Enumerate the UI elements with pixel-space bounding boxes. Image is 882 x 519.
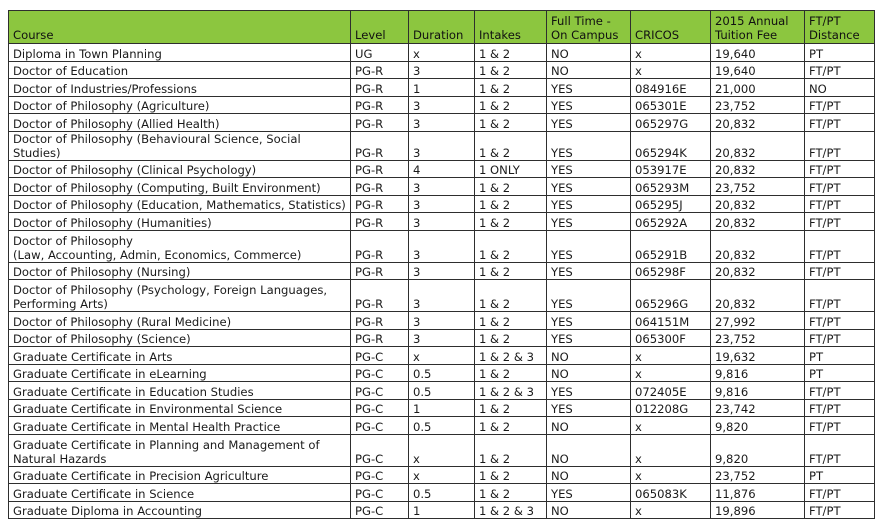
header-ftpt-distance: FT/PT Distance [805,11,875,44]
cell-cricos: x [631,364,711,382]
cell-level: PG-R [351,195,409,213]
cell-full-time: YES [547,399,631,417]
cell-cricos: 065292A [631,213,711,231]
cell-duration: x [409,44,475,62]
cell-cricos: x [631,434,711,466]
header-level: Level [351,11,409,44]
cell-full-time: NO [547,44,631,62]
table-row [9,114,875,132]
table-row [9,312,875,330]
cell-course: Doctor of Philosophy (Education, Mathematics, Statistics) [9,195,351,213]
cell-course: Graduate Certificate in Mental Health Practice [9,417,351,435]
cell-duration: 0.5 [409,364,475,382]
cell-course: Diploma in Town Planning [9,44,351,62]
cell-course: Doctor of Philosophy (Humanities) [9,213,351,231]
cell-duration: 3 [409,262,475,280]
header-course: Course [9,11,351,44]
table-header [9,11,875,44]
cell-cricos: 065083K [631,484,711,502]
cell-ftpt-distance: NO [805,79,875,97]
table-row [9,96,875,114]
cell-cricos: 065296G [631,280,711,312]
cell-level: PG-R [351,280,409,312]
table-row [9,484,875,502]
cell-cricos: x [631,466,711,484]
cell-duration: 3 [409,131,475,160]
cell-level: PG-C [351,417,409,435]
table-row [9,399,875,417]
cell-full-time: YES [547,312,631,330]
cell-cricos: 065297G [631,114,711,132]
cell-ftpt-distance: PT [805,44,875,62]
table-row [9,382,875,400]
cell-full-time: YES [547,382,631,400]
cell-level: UG [351,44,409,62]
cell-level: PG-C [351,347,409,365]
cell-tuition-fee: 9,820 [711,417,805,435]
cell-cricos: x [631,61,711,79]
cell-intakes: 1 & 2 [475,61,547,79]
cell-tuition-fee: 9,816 [711,364,805,382]
cell-course: Doctor of Philosophy (Rural Medicine) [9,312,351,330]
cell-ftpt-distance: FT/PT [805,280,875,312]
cell-duration: 0.5 [409,417,475,435]
cell-ftpt-distance: PT [805,466,875,484]
cell-course: Graduate Diploma in Accounting [9,501,351,519]
cell-intakes: 1 & 2 [475,213,547,231]
cell-intakes: 1 & 2 [475,312,547,330]
cell-cricos: 064151M [631,312,711,330]
cell-full-time: NO [547,364,631,382]
cell-intakes: 1 & 2 [475,262,547,280]
table-row [9,501,875,519]
cell-tuition-fee: 23,742 [711,399,805,417]
cell-intakes: 1 & 2 [475,484,547,502]
cell-tuition-fee: 20,832 [711,131,805,160]
cell-tuition-fee: 9,816 [711,382,805,400]
cell-full-time: YES [547,195,631,213]
cell-course: Doctor of Philosophy (Computing, Built Environment) [9,178,351,196]
table-row [9,44,875,62]
table-body [9,44,875,519]
cell-cricos: 065294K [631,131,711,160]
cell-intakes: 1 & 2 [475,329,547,347]
cell-intakes: 1 & 2 [475,114,547,132]
cell-tuition-fee: 23,752 [711,466,805,484]
cell-ftpt-distance: FT/PT [805,382,875,400]
cell-tuition-fee: 20,832 [711,280,805,312]
cell-full-time: YES [547,329,631,347]
cell-tuition-fee: 20,832 [711,262,805,280]
cell-cricos: 065293M [631,178,711,196]
cell-intakes: 1 & 2 [475,466,547,484]
cell-intakes: 1 & 2 [475,434,547,466]
cell-cricos: 065291B [631,230,711,262]
cell-level: PG-R [351,114,409,132]
cell-full-time: YES [547,114,631,132]
cell-cricos: x [631,44,711,62]
cell-duration: x [409,434,475,466]
header-duration: Duration [409,11,475,44]
cell-ftpt-distance: FT/PT [805,195,875,213]
cell-full-time: NO [547,466,631,484]
cell-full-time: YES [547,131,631,160]
cell-level: PG-R [351,213,409,231]
cell-duration: 3 [409,280,475,312]
cell-ftpt-distance: FT/PT [805,399,875,417]
cell-intakes: 1 & 2 & 3 [475,347,547,365]
cell-duration: 3 [409,178,475,196]
cell-level: PG-C [351,364,409,382]
table-row [9,262,875,280]
cell-full-time: NO [547,347,631,365]
cell-level: PG-R [351,329,409,347]
table-row [9,417,875,435]
cell-duration: 4 [409,160,475,178]
cell-intakes: 1 & 2 [475,131,547,160]
cell-level: PG-R [351,178,409,196]
cell-course: Doctor of Philosophy (Law, Accounting, Admin, Economics, Commerce) [9,230,351,262]
course-fees-table [8,10,875,519]
cell-course: Doctor of Industries/Professions [9,79,351,97]
table-row [9,434,875,466]
cell-ftpt-distance: FT/PT [805,262,875,280]
cell-duration: 0.5 [409,382,475,400]
cell-ftpt-distance: FT/PT [805,96,875,114]
cell-cricos: 053917E [631,160,711,178]
cell-cricos: 072405E [631,382,711,400]
cell-ftpt-distance: FT/PT [805,329,875,347]
cell-tuition-fee: 27,992 [711,312,805,330]
cell-course: Graduate Certificate in Science [9,484,351,502]
table-row [9,347,875,365]
table-row [9,329,875,347]
cell-ftpt-distance: FT/PT [805,160,875,178]
cell-ftpt-distance: FT/PT [805,417,875,435]
table-row [9,195,875,213]
cell-level: PG-R [351,262,409,280]
table-row [9,61,875,79]
cell-level: PG-R [351,131,409,160]
cell-full-time: NO [547,501,631,519]
cell-duration: 3 [409,195,475,213]
cell-tuition-fee: 19,640 [711,61,805,79]
cell-course: Graduate Certificate in Education Studies [9,382,351,400]
cell-level: PG-R [351,160,409,178]
table-row [9,213,875,231]
cell-level: PG-C [351,501,409,519]
cell-duration: 3 [409,329,475,347]
cell-course: Doctor of Philosophy (Science) [9,329,351,347]
cell-course: Doctor of Philosophy (Nursing) [9,262,351,280]
cell-tuition-fee: 19,632 [711,347,805,365]
cell-level: PG-R [351,79,409,97]
cell-full-time: YES [547,213,631,231]
cell-cricos: 065301E [631,96,711,114]
cell-full-time: YES [547,160,631,178]
cell-course: Doctor of Philosophy (Agriculture) [9,96,351,114]
cell-ftpt-distance: FT/PT [805,501,875,519]
table-row [9,230,875,262]
cell-tuition-fee: 20,832 [711,160,805,178]
cell-full-time: YES [547,484,631,502]
cell-tuition-fee: 19,896 [711,501,805,519]
cell-ftpt-distance: FT/PT [805,484,875,502]
cell-course: Graduate Certificate in Planning and Management of Natural Hazards [9,434,351,466]
cell-ftpt-distance: FT/PT [805,114,875,132]
cell-duration: 3 [409,213,475,231]
cell-intakes: 1 & 2 [475,280,547,312]
cell-ftpt-distance: FT/PT [805,230,875,262]
cell-full-time: YES [547,96,631,114]
cell-full-time: NO [547,417,631,435]
cell-ftpt-distance: FT/PT [805,213,875,231]
cell-cricos: x [631,501,711,519]
cell-ftpt-distance: FT/PT [805,312,875,330]
cell-intakes: 1 & 2 [475,417,547,435]
header-intakes: Intakes [475,11,547,44]
cell-intakes: 1 & 2 [475,79,547,97]
cell-ftpt-distance: PT [805,347,875,365]
cell-duration: x [409,347,475,365]
cell-level: PG-R [351,61,409,79]
header-tuition-fee: 2015 Annual Tuition Fee [711,11,805,44]
cell-cricos: 084916E [631,79,711,97]
cell-full-time: YES [547,178,631,196]
cell-tuition-fee: 21,000 [711,79,805,97]
cell-cricos: 065298F [631,262,711,280]
cell-cricos: 065300F [631,329,711,347]
cell-level: PG-C [351,466,409,484]
table-row [9,160,875,178]
cell-intakes: 1 & 2 [475,364,547,382]
cell-intakes: 1 ONLY [475,160,547,178]
cell-course: Doctor of Philosophy (Clinical Psychology) [9,160,351,178]
cell-full-time: NO [547,61,631,79]
cell-cricos: 065295J [631,195,711,213]
cell-level: PG-R [351,312,409,330]
cell-tuition-fee: 19,640 [711,44,805,62]
header-cricos: CRICOS [631,11,711,44]
cell-duration: 3 [409,61,475,79]
cell-ftpt-distance: FT/PT [805,178,875,196]
cell-course: Graduate Certificate in Environmental Science [9,399,351,417]
cell-course: Doctor of Education [9,61,351,79]
cell-tuition-fee: 20,832 [711,114,805,132]
cell-duration: 3 [409,96,475,114]
cell-duration: 1 [409,399,475,417]
cell-intakes: 1 & 2 [475,399,547,417]
cell-duration: 3 [409,114,475,132]
cell-cricos: x [631,417,711,435]
cell-full-time: YES [547,230,631,262]
cell-intakes: 1 & 2 [475,178,547,196]
cell-duration: x [409,466,475,484]
cell-intakes: 1 & 2 [475,195,547,213]
cell-ftpt-distance: FT/PT [805,61,875,79]
table-row [9,79,875,97]
cell-course: Graduate Certificate in Arts [9,347,351,365]
table-row [9,364,875,382]
cell-intakes: 1 & 2 [475,44,547,62]
cell-intakes: 1 & 2 & 3 [475,501,547,519]
cell-duration: 1 [409,501,475,519]
cell-intakes: 1 & 2 [475,230,547,262]
table-row [9,131,875,160]
cell-tuition-fee: 9,820 [711,434,805,466]
cell-tuition-fee: 23,752 [711,178,805,196]
cell-course: Graduate Certificate in eLearning [9,364,351,382]
header-full-time-on-campus: Full Time - On Campus [547,11,631,44]
cell-course: Doctor of Philosophy (Behavioural Science, Social Studies) [9,131,351,160]
cell-ftpt-distance: FT/PT [805,434,875,466]
cell-level: PG-C [351,382,409,400]
cell-full-time: YES [547,79,631,97]
header-row [9,11,875,44]
cell-intakes: 1 & 2 [475,96,547,114]
cell-tuition-fee: 23,752 [711,329,805,347]
cell-level: PG-C [351,434,409,466]
cell-course: Doctor of Philosophy (Psychology, Foreign Languages, Performing Arts) [9,280,351,312]
course-table-container [8,10,874,519]
cell-tuition-fee: 11,876 [711,484,805,502]
cell-full-time: NO [547,434,631,466]
cell-duration: 3 [409,230,475,262]
cell-course: Graduate Certificate in Precision Agriculture [9,466,351,484]
cell-course: Doctor of Philosophy (Allied Health) [9,114,351,132]
cell-tuition-fee: 20,832 [711,230,805,262]
cell-level: PG-C [351,484,409,502]
cell-ftpt-distance: FT/PT [805,131,875,160]
cell-cricos: x [631,347,711,365]
cell-full-time: YES [547,280,631,312]
cell-intakes: 1 & 2 & 3 [475,382,547,400]
cell-duration: 0.5 [409,484,475,502]
cell-level: PG-C [351,399,409,417]
cell-tuition-fee: 20,832 [711,213,805,231]
table-row [9,178,875,196]
cell-level: PG-R [351,96,409,114]
cell-tuition-fee: 20,832 [711,195,805,213]
cell-duration: 1 [409,79,475,97]
cell-full-time: YES [547,262,631,280]
table-row [9,280,875,312]
cell-cricos: 012208G [631,399,711,417]
cell-duration: 3 [409,312,475,330]
cell-tuition-fee: 23,752 [711,96,805,114]
table-row [9,466,875,484]
cell-ftpt-distance: PT [805,364,875,382]
cell-level: PG-R [351,230,409,262]
